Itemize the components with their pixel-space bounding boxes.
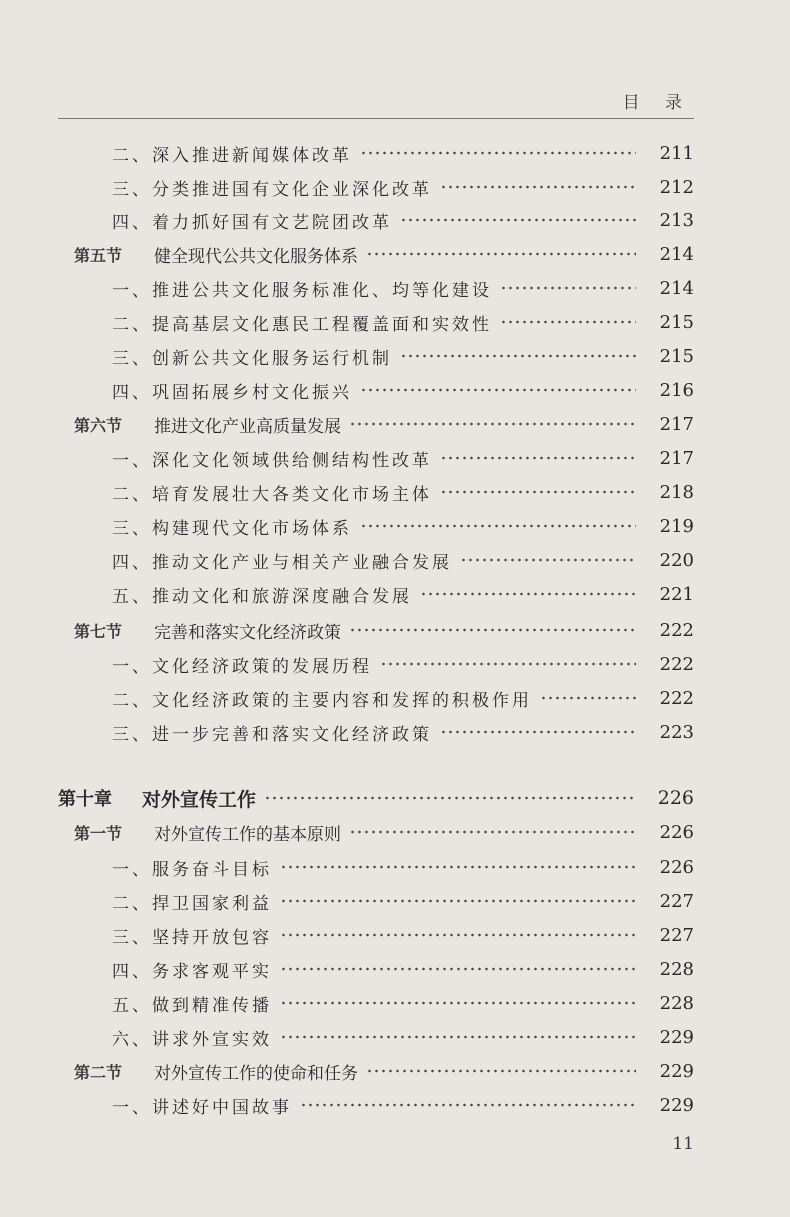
toc-entry-section bbox=[0, 238, 790, 270]
toc-entry-item bbox=[0, 171, 790, 203]
entry-title: 五、做到精准传播 bbox=[112, 995, 272, 1016]
toc-entry-item bbox=[0, 510, 790, 542]
entry-title: 一、讲述好中国故事 bbox=[112, 1097, 292, 1118]
toc-entry-item bbox=[0, 137, 790, 169]
dot-leader bbox=[540, 696, 636, 700]
toc-entry-chapter bbox=[0, 782, 790, 814]
entry-title: 二、提高基层文化惠民工程覆盖面和实效性 bbox=[112, 314, 492, 335]
entry-title: 健全现代公共文化服务体系 bbox=[154, 246, 358, 267]
dot-leader bbox=[360, 151, 636, 155]
entry-page-number: 215 bbox=[659, 311, 694, 333]
toc-entry-item bbox=[0, 885, 790, 917]
entry-page-number: 214 bbox=[659, 277, 694, 299]
toc-entry-section bbox=[0, 614, 790, 646]
entry-title: 二、深入推进新闻媒体改革 bbox=[112, 145, 352, 166]
entry-title: 一、推进公共文化服务标准化、均等化建设 bbox=[112, 280, 492, 301]
entry-title: 六、讲求外宣实效 bbox=[112, 1029, 272, 1050]
toc-entry-section bbox=[0, 816, 790, 848]
entry-page-number: 228 bbox=[659, 992, 694, 1014]
entry-page-number: 211 bbox=[659, 142, 694, 164]
entry-page-number: 212 bbox=[659, 176, 694, 198]
page-number: 11 bbox=[672, 1134, 694, 1154]
dot-leader bbox=[280, 865, 636, 869]
entry-page-number: 217 bbox=[659, 413, 694, 435]
entry-page-number: 218 bbox=[659, 481, 694, 503]
entry-title: 一、文化经济政策的发展历程 bbox=[112, 656, 372, 677]
dot-leader bbox=[280, 967, 636, 971]
toc-entry-item bbox=[0, 851, 790, 883]
entry-title: 对外宣传工作 bbox=[142, 788, 257, 811]
entry-page-number: 226 bbox=[659, 856, 694, 878]
toc-entry-item bbox=[0, 340, 790, 372]
entry-title: 三、坚持开放包容 bbox=[112, 927, 272, 948]
toc-entry-section bbox=[0, 1055, 790, 1087]
dot-leader bbox=[349, 830, 636, 834]
entry-title: 二、培育发展壮大各类文化市场主体 bbox=[112, 484, 432, 505]
section-number: 第六节 bbox=[74, 415, 123, 435]
entry-page-number: 229 bbox=[659, 1026, 694, 1048]
entry-title: 一、深化文化领域供给侧结构性改革 bbox=[112, 450, 432, 471]
dot-leader bbox=[380, 662, 636, 666]
entry-title: 完善和落实文化经济政策 bbox=[154, 622, 341, 643]
entry-title: 四、推动文化产业与相关产业融合发展 bbox=[112, 552, 452, 573]
dot-leader bbox=[460, 558, 636, 562]
toc-entry-item bbox=[0, 374, 790, 406]
dot-leader bbox=[360, 524, 636, 528]
toc-entry-item bbox=[0, 544, 790, 576]
toc-entry-item bbox=[0, 987, 790, 1019]
toc-entry-item bbox=[0, 1021, 790, 1053]
entry-title: 三、构建现代文化市场体系 bbox=[112, 518, 352, 539]
section-number: 第五节 bbox=[74, 245, 123, 265]
dot-leader bbox=[280, 1035, 636, 1039]
entry-page-number: 213 bbox=[659, 209, 694, 231]
entry-title: 三、分类推进国有文化企业深化改革 bbox=[112, 179, 432, 200]
entry-page-number: 222 bbox=[659, 653, 694, 675]
section-number: 第二节 bbox=[74, 1062, 123, 1082]
chapter-number: 第十章 bbox=[58, 789, 112, 810]
entry-title: 对外宣传工作的使命和任务 bbox=[154, 1063, 358, 1084]
entry-page-number: 217 bbox=[659, 447, 694, 469]
entry-page-number: 227 bbox=[659, 924, 694, 946]
entry-title: 推进文化产业高质量发展 bbox=[154, 416, 341, 437]
dot-leader bbox=[366, 252, 636, 256]
entry-page-number: 229 bbox=[659, 1094, 694, 1116]
toc-entry-item bbox=[0, 682, 790, 714]
entry-page-number: 229 bbox=[659, 1060, 694, 1082]
entry-page-number: 226 bbox=[659, 821, 694, 843]
dot-leader bbox=[440, 730, 636, 734]
entry-title: 一、服务奋斗目标 bbox=[112, 859, 272, 880]
entry-page-number: 215 bbox=[659, 345, 694, 367]
entry-page-number: 222 bbox=[659, 687, 694, 709]
entry-page-number: 214 bbox=[659, 243, 694, 265]
dot-leader bbox=[420, 592, 636, 596]
entry-title: 对外宣传工作的基本原则 bbox=[154, 824, 341, 845]
entry-title: 三、创新公共文化服务运行机制 bbox=[112, 348, 392, 369]
entry-page-number: 219 bbox=[659, 515, 694, 537]
dot-leader bbox=[440, 490, 636, 494]
toc-entry-item bbox=[0, 272, 790, 304]
entry-title: 三、进一步完善和落实文化经济政策 bbox=[112, 724, 432, 745]
section-number: 第七节 bbox=[74, 621, 123, 641]
entry-page-number: 227 bbox=[659, 890, 694, 912]
dot-leader bbox=[400, 354, 636, 358]
toc-entry-item bbox=[0, 204, 790, 236]
dot-leader bbox=[349, 628, 636, 632]
toc-entry-item bbox=[0, 716, 790, 748]
dot-leader bbox=[366, 1069, 636, 1073]
entry-page-number: 220 bbox=[659, 549, 694, 571]
entry-title: 四、巩固拓展乡村文化振兴 bbox=[112, 382, 352, 403]
entry-title: 二、捍卫国家利益 bbox=[112, 893, 272, 914]
dot-leader bbox=[280, 1001, 636, 1005]
entry-title: 四、务求客观平实 bbox=[112, 961, 272, 982]
dot-leader bbox=[440, 456, 636, 460]
dot-leader bbox=[360, 388, 636, 392]
entry-page-number: 222 bbox=[659, 619, 694, 641]
toc-entry-item bbox=[0, 306, 790, 338]
entry-page-number: 223 bbox=[659, 721, 694, 743]
dot-leader bbox=[280, 933, 636, 937]
dot-leader bbox=[500, 320, 636, 324]
entry-page-number: 216 bbox=[659, 379, 694, 401]
dot-leader bbox=[349, 422, 636, 426]
dot-leader bbox=[400, 218, 636, 222]
toc-entry-item bbox=[0, 919, 790, 951]
dot-leader bbox=[264, 796, 636, 800]
entry-page-number: 228 bbox=[659, 958, 694, 980]
toc-entry-item bbox=[0, 578, 790, 610]
dot-leader bbox=[280, 899, 636, 903]
entry-title: 二、文化经济政策的主要内容和发挥的积极作用 bbox=[112, 690, 532, 711]
entry-page-number: 226 bbox=[657, 787, 694, 809]
toc-entry-item bbox=[0, 1089, 790, 1121]
header-rule bbox=[58, 118, 694, 119]
toc-entry-item bbox=[0, 953, 790, 985]
entry-page-number: 221 bbox=[659, 583, 694, 605]
toc-entry-section bbox=[0, 408, 790, 440]
toc-entry-item bbox=[0, 476, 790, 508]
running-head: 目 录 bbox=[622, 93, 692, 113]
dot-leader bbox=[300, 1103, 636, 1107]
section-number: 第一节 bbox=[74, 823, 123, 843]
toc-entry-item bbox=[0, 648, 790, 680]
entry-title: 五、推动文化和旅游深度融合发展 bbox=[112, 586, 412, 607]
dot-leader bbox=[440, 185, 636, 189]
toc-entry-item bbox=[0, 442, 790, 474]
entry-title: 四、着力抓好国有文艺院团改革 bbox=[112, 212, 392, 233]
dot-leader bbox=[500, 286, 636, 290]
